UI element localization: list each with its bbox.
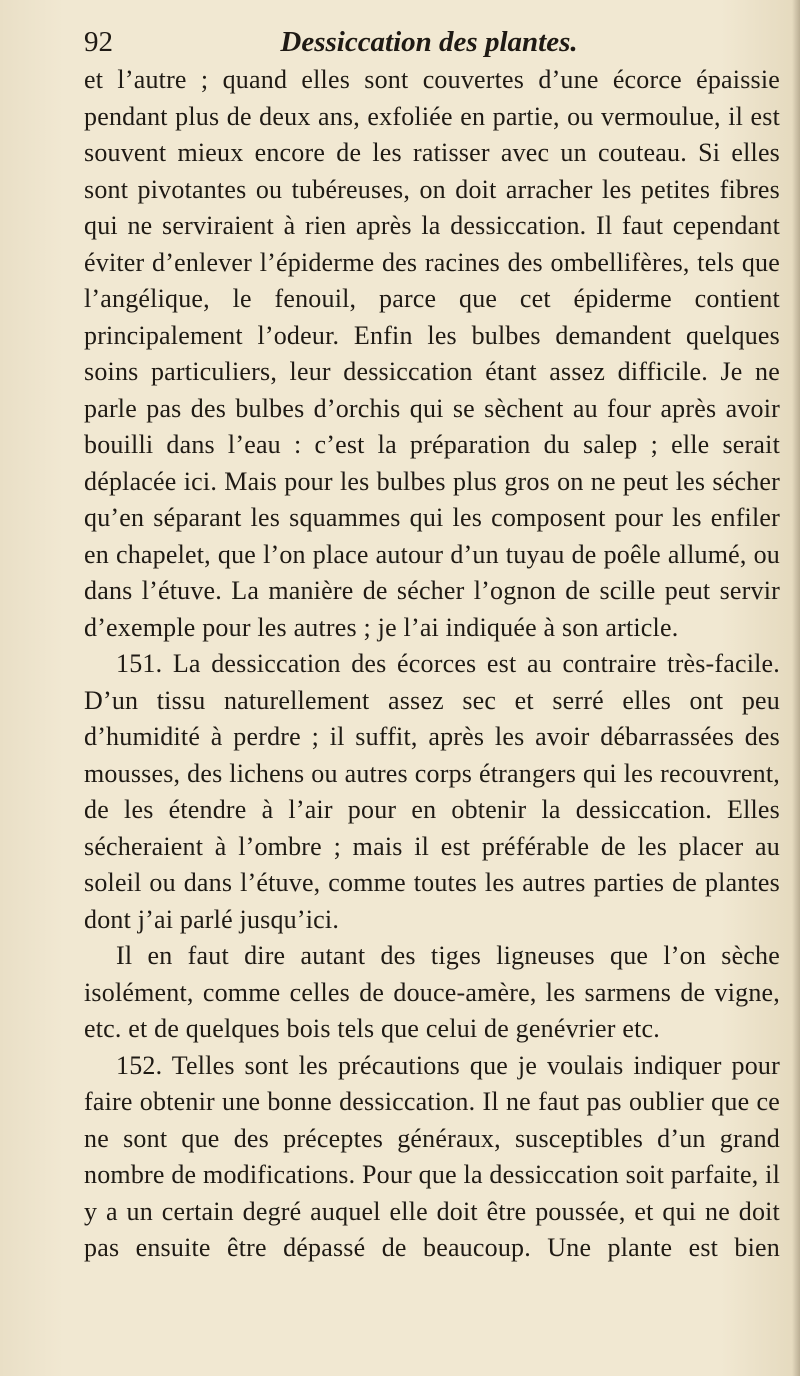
paragraph-152: 152. Telles sont les précautions que je voulais indiquer pour faire obtenir une bonne dessiccation. Il ne faut pas oublier que ce ne sont que des préceptes généraux, susceptibles d’un grand nombre de modifications. Pour que la dessiccation soit parfaite, il y a un certain degré auquel elle doit être poussée, et qui ne doit pas ensuite être dépassé de beaucoup. Une plante est bien xyxy=(84,1050,780,1262)
running-title: Dessiccation des plantes. xyxy=(280,26,578,58)
page-header xyxy=(84,22,774,62)
body-text xyxy=(84,62,780,1267)
paragraph-151: 151. La dessiccation des écorces est au contraire très-facile. D’un tissu naturellement assez sec et serré elles ont peu d’humidité à perdre ; il suffit, après les avoir débarrassées des mousses, des lichens ou autres corps étrangers qui les recouvrent, de les étendre à l’air pour en obtenir la dessiccation. Elles sécheraient à l’ombre ; mais il est préférable de les placer au soleil ou dans l’étuve, comme toutes les autres parties de plantes dont j’ai parlé jusqu’ici. xyxy=(84,649,780,934)
page-number: 92 xyxy=(84,26,113,58)
page-edge-shadow xyxy=(792,0,800,1376)
paragraph-ligneuses: Il en faut dire autant des tiges ligneuses que l’on sèche isolément, comme celles de douce-amère, les sarmens de vigne, etc. et de quelques bois tels que celui de genévrier etc. xyxy=(84,941,780,1043)
paragraph-continued: et l’autre ; quand elles sont couvertes d’une écorce épaissie pendant plus de deux ans, exfoliée en partie, ou vermoulue, il est souvent mieux encore de les ratisser avec un couteau. Si elles sont pivotantes ou tubéreuses, on doit arracher les petites fibres qui ne serviraient à rien après la dessiccation. Il faut cependant éviter d’enlever l’épiderme des racines des ombellifères, tels que l’angélique, le fenouil, parce que cet épiderme contient principalement l’odeur. Enfin les bulbes demandent quelques soins particuliers, leur dessiccation étant assez difficile. Je ne parle pas des bulbes d’orchis qui se sèchent au four après avoir bouilli dans l’eau : c’est la préparation du salep ; elle serait déplacée ici. Mais pour les bulbes plus gros on ne peut les sécher qu’en séparant les squammes qui les composent pour les enfiler en chapelet, que l’on place autour d’un tuyau de poêle allumé, ou dans l’étuve. La manière de sécher l’ognon de scille peut servir d’exemple pour les autres ; je l’ai indiquée à son article. xyxy=(84,65,780,642)
